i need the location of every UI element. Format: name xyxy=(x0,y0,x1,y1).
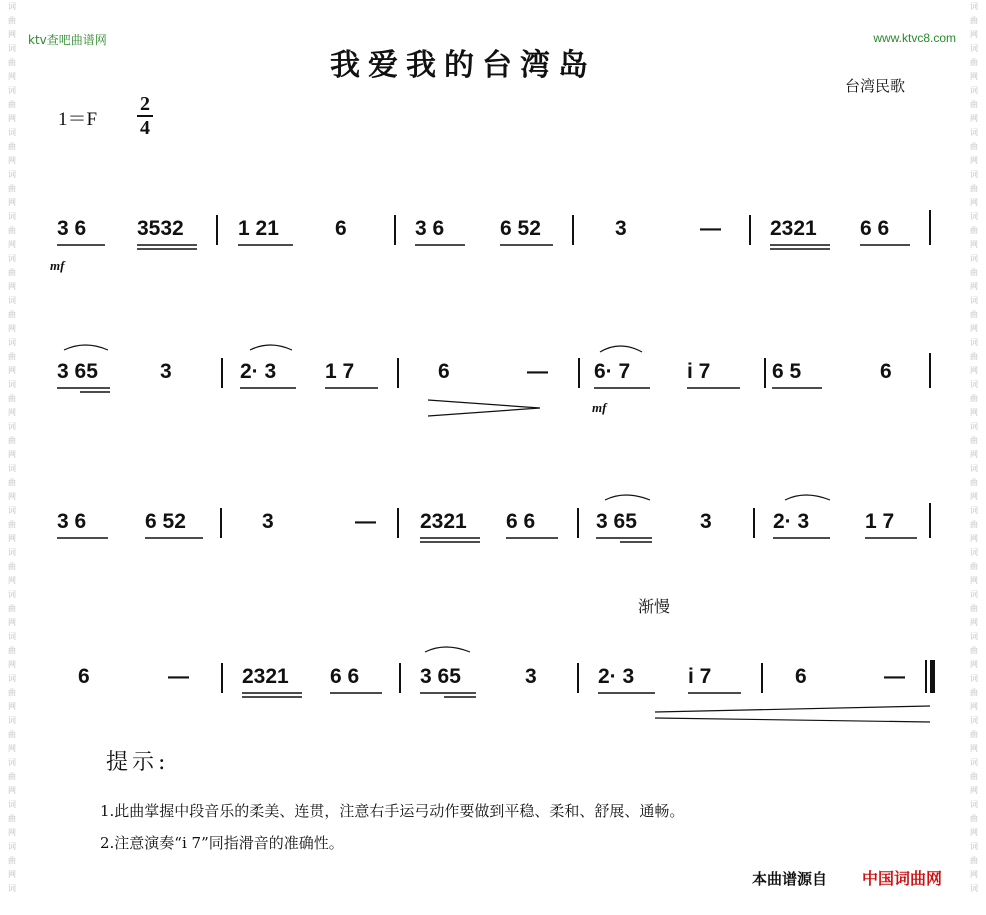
watermark-char: 网 xyxy=(970,72,978,81)
time-signature-top: 2 xyxy=(140,93,150,115)
watermark-char: 网 xyxy=(8,240,16,249)
note-group: 3 6 xyxy=(57,510,87,533)
watermark-char: 曲 xyxy=(970,100,978,109)
note-group: 3532 xyxy=(137,217,184,240)
watermark-char: 曲 xyxy=(970,730,978,739)
watermark-char: 网 xyxy=(970,702,978,711)
note-group: — xyxy=(355,510,376,533)
watermark-char: 词 xyxy=(8,380,16,389)
watermark-char: 曲 xyxy=(970,16,978,25)
note-group: 6 xyxy=(78,665,90,688)
watermark-char: 曲 xyxy=(970,184,978,193)
watermark-char: 曲 xyxy=(970,688,978,697)
watermark-char: 网 xyxy=(8,198,16,207)
watermark-char: 词 xyxy=(8,716,16,725)
hints-heading: 提示: xyxy=(106,750,170,775)
watermark-char: 曲 xyxy=(970,478,978,487)
watermark-char: 曲 xyxy=(970,226,978,235)
note-group: 3 6 xyxy=(57,217,87,240)
note-group: 2321 xyxy=(770,217,817,240)
watermark-char: 网 xyxy=(8,534,16,543)
left-watermark-strip xyxy=(4,0,20,915)
watermark-char: 网 xyxy=(8,618,16,627)
watermark-char: 网 xyxy=(970,618,978,627)
watermark-char: 网 xyxy=(8,450,16,459)
watermark-char: 曲 xyxy=(8,688,16,697)
watermark-char: 词 xyxy=(8,338,16,347)
watermark-char: 网 xyxy=(8,72,16,81)
watermark-char: 词 xyxy=(8,548,16,557)
watermark-char: 曲 xyxy=(970,436,978,445)
watermark-char: 词 xyxy=(8,422,16,431)
watermark-char: 曲 xyxy=(8,436,16,445)
key-signature: 1＝F xyxy=(58,109,98,130)
note-group: 3 xyxy=(525,665,537,688)
note-group: 6 52 xyxy=(145,510,186,533)
note-group: 1 7 xyxy=(865,510,895,533)
watermark-char: 词 xyxy=(970,758,978,767)
watermark-char: 词 xyxy=(970,128,978,137)
watermark-char: 词 xyxy=(970,254,978,263)
note-group: 2· 3 xyxy=(773,510,810,533)
watermark-char: 词 xyxy=(970,170,978,179)
watermark-char: 曲 xyxy=(970,58,978,67)
note-group: i 7 xyxy=(687,360,711,383)
watermark-char: 网 xyxy=(8,114,16,123)
watermark-char: 曲 xyxy=(970,142,978,151)
watermark-char: 词 xyxy=(8,464,16,473)
watermark-char: 曲 xyxy=(970,772,978,781)
watermark-char: 曲 xyxy=(8,520,16,529)
watermark-char: 词 xyxy=(8,674,16,683)
watermark-char: 词 xyxy=(8,800,16,809)
watermark-char: 网 xyxy=(970,324,978,333)
watermark-char: 词 xyxy=(970,884,978,893)
watermark-char: 词 xyxy=(8,296,16,305)
note-group: 6 xyxy=(335,217,347,240)
watermark-char: 网 xyxy=(8,660,16,669)
watermark-char: 曲 xyxy=(8,478,16,487)
watermark-char: 曲 xyxy=(8,352,16,361)
watermark-char: 词 xyxy=(970,800,978,809)
watermark-char: 网 xyxy=(8,492,16,501)
watermark-char: 曲 xyxy=(8,100,16,109)
note-group: 2· 3 xyxy=(598,665,635,688)
watermark-char: 网 xyxy=(970,786,978,795)
watermark-char: 曲 xyxy=(970,856,978,865)
watermark-char: 词 xyxy=(8,254,16,263)
watermark-char: 网 xyxy=(970,198,978,207)
watermark-char: 曲 xyxy=(8,562,16,571)
hint-item-2: 2.注意演奏“i 7”同指滑音的准确性。 xyxy=(100,834,344,852)
watermark-char: 网 xyxy=(970,870,978,879)
watermark-char: 曲 xyxy=(970,646,978,655)
watermark-char: 词 xyxy=(970,338,978,347)
note-group: 6 6 xyxy=(506,510,536,533)
note-group: 3 65 xyxy=(596,510,637,533)
watermark-char: 词 xyxy=(970,212,978,221)
watermark-char: 曲 xyxy=(970,604,978,613)
time-signature xyxy=(137,94,153,138)
watermark-char: 网 xyxy=(970,534,978,543)
watermark-char: 词 xyxy=(8,758,16,767)
watermark-char: 网 xyxy=(8,366,16,375)
watermark-char: 网 xyxy=(970,492,978,501)
watermark-char: 词 xyxy=(8,2,16,11)
watermark-char: 词 xyxy=(970,674,978,683)
note-group: 3 xyxy=(615,217,627,240)
note-group: — xyxy=(527,360,548,383)
watermark-char: 网 xyxy=(8,702,16,711)
note-group: 6 xyxy=(438,360,450,383)
watermark-char: 词 xyxy=(8,86,16,95)
watermark-char: 词 xyxy=(970,464,978,473)
watermark-char: 词 xyxy=(8,128,16,137)
watermark-char: 词 xyxy=(8,212,16,221)
watermark-char: 网 xyxy=(970,114,978,123)
watermark-char: 曲 xyxy=(8,772,16,781)
note-group: 3 xyxy=(160,360,172,383)
watermark-char: 词 xyxy=(970,548,978,557)
time-signature-bottom: 4 xyxy=(140,117,150,139)
note-group: 1 7 xyxy=(325,360,355,383)
note-group: 6 52 xyxy=(500,217,541,240)
watermark-char: 网 xyxy=(8,408,16,417)
note-group: 1 21 xyxy=(238,217,279,240)
watermark-char: 词 xyxy=(8,842,16,851)
note-group: 6 6 xyxy=(860,217,890,240)
watermark-char: 曲 xyxy=(8,394,16,403)
watermark-char: 网 xyxy=(970,660,978,669)
note-group: 6 xyxy=(795,665,807,688)
note-group: 6 6 xyxy=(330,665,360,688)
watermark-char: 曲 xyxy=(8,184,16,193)
note-group: 6· 7 xyxy=(594,360,631,383)
watermark-char: 词 xyxy=(970,590,978,599)
note-group: 6 xyxy=(880,360,892,383)
watermark-char: 词 xyxy=(970,2,978,11)
watermark-char: 词 xyxy=(8,170,16,179)
watermark-char: 网 xyxy=(970,744,978,753)
watermark-char: 曲 xyxy=(8,604,16,613)
watermark-char: 词 xyxy=(8,44,16,53)
watermark-char: 曲 xyxy=(8,142,16,151)
watermark-char: 词 xyxy=(970,632,978,641)
note-group: i 7 xyxy=(688,665,712,688)
watermark-char: 网 xyxy=(970,282,978,291)
watermark-char: 网 xyxy=(970,240,978,249)
watermark-char: 词 xyxy=(970,296,978,305)
watermark-char: 网 xyxy=(8,744,16,753)
watermark-char: 网 xyxy=(970,366,978,375)
watermark-char: 网 xyxy=(8,30,16,39)
watermark-char: 曲 xyxy=(970,268,978,277)
watermark-char: 词 xyxy=(970,44,978,53)
watermark-char: 曲 xyxy=(8,814,16,823)
watermark-char: 词 xyxy=(970,842,978,851)
note-group: 6 5 xyxy=(772,360,802,383)
note-group: — xyxy=(700,217,721,240)
watermark-char: 曲 xyxy=(970,562,978,571)
note-group: 3 65 xyxy=(57,360,98,383)
note-group: — xyxy=(884,665,905,688)
watermark-char: 网 xyxy=(970,408,978,417)
watermark-char: 网 xyxy=(970,156,978,165)
watermark-char: 曲 xyxy=(8,856,16,865)
watermark-char: 词 xyxy=(8,884,16,893)
watermark-char: 曲 xyxy=(8,310,16,319)
watermark-char: 曲 xyxy=(970,352,978,361)
watermark-char: 网 xyxy=(970,828,978,837)
watermark-char: 词 xyxy=(970,422,978,431)
watermark-char: 曲 xyxy=(970,520,978,529)
watermark-char: 词 xyxy=(970,506,978,515)
note-group: 2321 xyxy=(242,665,289,688)
footer-source-label: 本曲谱源自 xyxy=(752,870,828,888)
watermark-char: 词 xyxy=(8,632,16,641)
watermark-char: 网 xyxy=(8,870,16,879)
watermark-char: 词 xyxy=(8,590,16,599)
watermark-char: 网 xyxy=(8,576,16,585)
watermark-char: 曲 xyxy=(8,730,16,739)
note-group: 3 6 xyxy=(415,217,445,240)
watermark-char: 词 xyxy=(970,716,978,725)
header-left-site[interactable]: ktv查吧曲谱网 xyxy=(28,33,107,47)
dynamic-mf-row1: mf xyxy=(50,258,65,273)
watermark-char: 曲 xyxy=(8,268,16,277)
watermark-char: 曲 xyxy=(970,814,978,823)
right-watermark-strip xyxy=(966,0,982,915)
watermark-char: 词 xyxy=(970,86,978,95)
watermark-char: 曲 xyxy=(8,58,16,67)
score-origin: 台湾民歌 xyxy=(845,77,906,95)
note-group: 3 xyxy=(262,510,274,533)
watermark-char: 曲 xyxy=(8,646,16,655)
watermark-char: 网 xyxy=(8,786,16,795)
watermark-char: 网 xyxy=(970,450,978,459)
header-right-site[interactable]: www.ktvc8.com xyxy=(873,31,956,45)
note-group: 2321 xyxy=(420,510,467,533)
watermark-char: 曲 xyxy=(970,394,978,403)
hint-item-1: 1.此曲掌握中段音乐的柔美、连贯，注意右手运弓动作要做到平稳、柔和、舒展、通畅。 xyxy=(100,802,685,820)
watermark-char: 曲 xyxy=(970,310,978,319)
note-group: 3 xyxy=(700,510,712,533)
dynamic-mf-row2: mf xyxy=(592,400,607,415)
tempo-marking: 渐慢 xyxy=(638,597,671,616)
note-group: 3 65 xyxy=(420,665,461,688)
watermark-char: 曲 xyxy=(8,16,16,25)
watermark-char: 网 xyxy=(8,156,16,165)
watermark-char: 网 xyxy=(8,828,16,837)
note-group: 2· 3 xyxy=(240,360,277,383)
footer-source-site[interactable]: 中国词曲网 xyxy=(862,869,943,888)
watermark-char: 网 xyxy=(970,30,978,39)
score-title: 我爱我的台湾岛 xyxy=(330,48,596,83)
watermark-char: 网 xyxy=(8,282,16,291)
note-group: — xyxy=(168,665,189,688)
watermark-char: 网 xyxy=(8,324,16,333)
watermark-char: 曲 xyxy=(8,226,16,235)
watermark-char: 词 xyxy=(970,380,978,389)
watermark-char: 网 xyxy=(970,576,978,585)
watermark-char: 词 xyxy=(8,506,16,515)
